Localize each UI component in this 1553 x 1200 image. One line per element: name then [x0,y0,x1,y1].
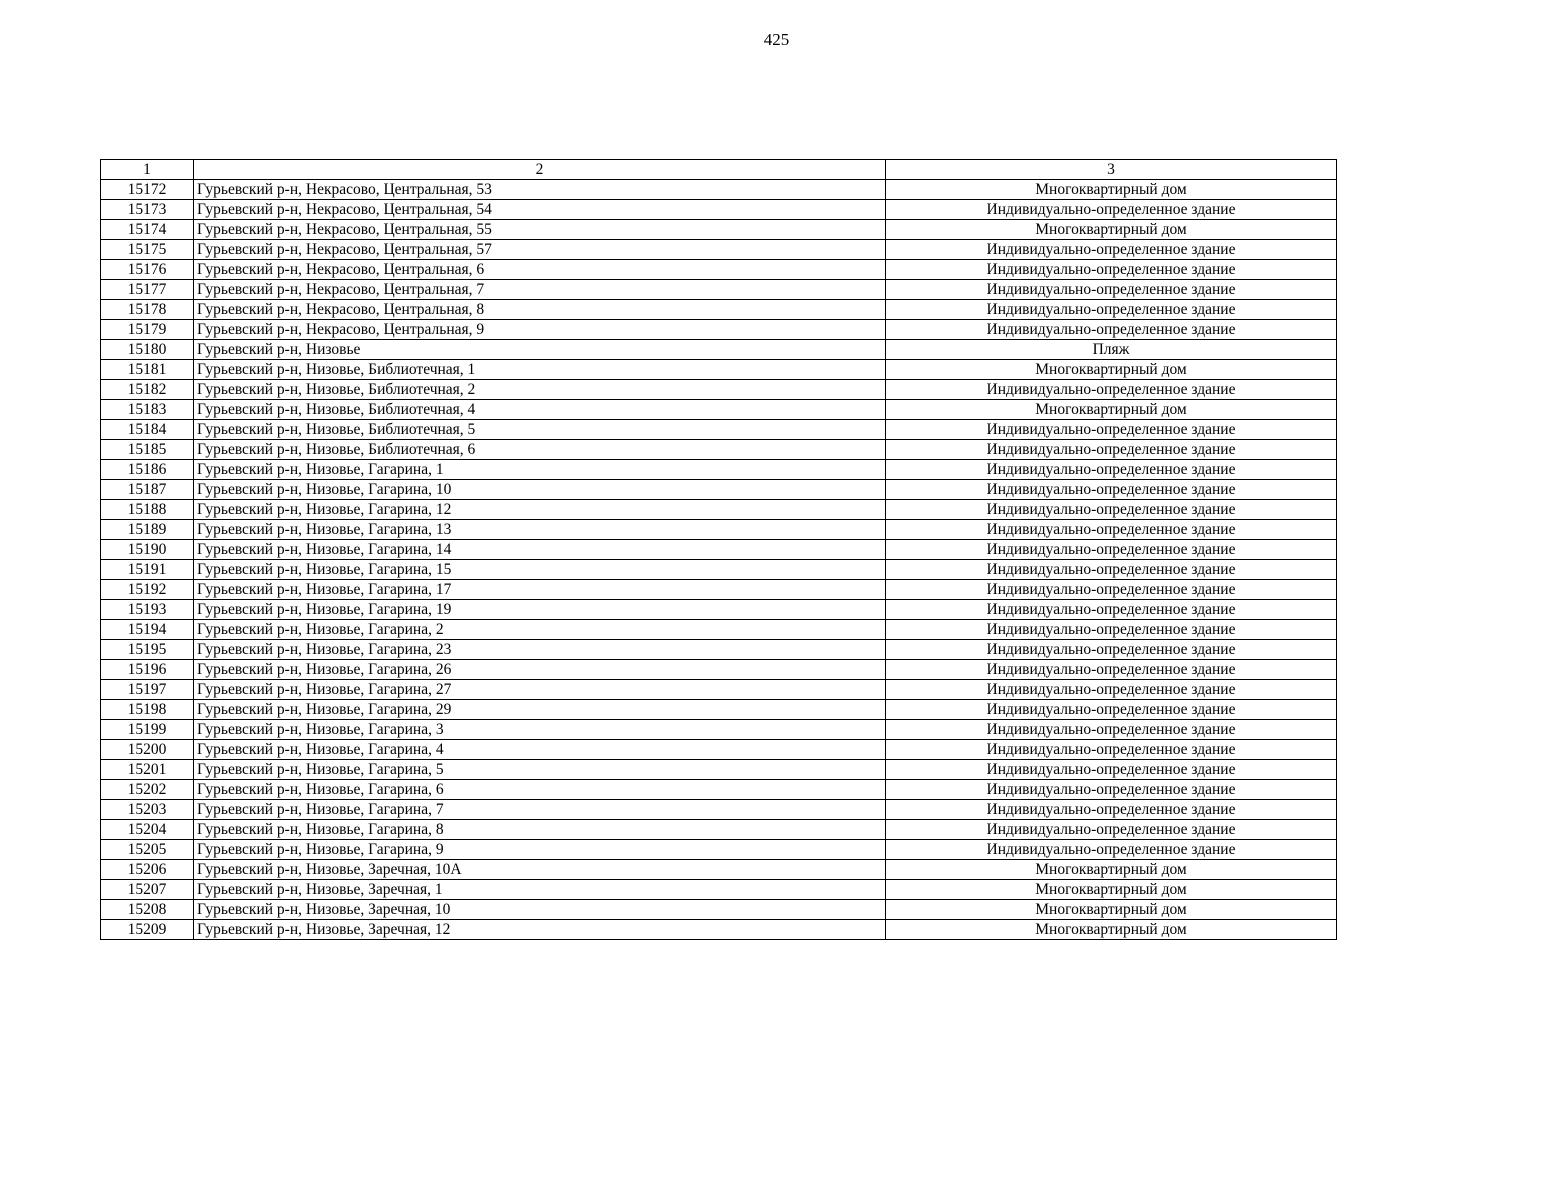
row-number-cell: 15207 [101,880,194,900]
row-number-cell: 15188 [101,500,194,520]
address-cell: Гурьевский р-н, Низовье, Заречная, 1 [194,880,886,900]
row-number-cell: 15176 [101,260,194,280]
table-row [101,860,1337,880]
address-cell: Гурьевский р-н, Некрасово, Центральная, 54 [194,200,886,220]
table-row [101,460,1337,480]
table-row [101,300,1337,320]
table-row [101,600,1337,620]
table-row [101,360,1337,380]
table-row [101,840,1337,860]
row-number-cell: 15181 [101,360,194,380]
address-cell: Гурьевский р-н, Низовье, Заречная, 10 [194,900,886,920]
registry-table [100,159,1337,940]
row-number-cell: 15203 [101,800,194,820]
table-row [101,700,1337,720]
row-number-cell: 15191 [101,560,194,580]
object-type-cell: Многоквартирный дом [886,880,1337,900]
row-number-cell: 15199 [101,720,194,740]
object-type-cell: Индивидуально-определенное здание [886,800,1337,820]
address-cell: Гурьевский р-н, Низовье, Гагарина, 15 [194,560,886,580]
table-row [101,440,1337,460]
object-type-cell: Индивидуально-определенное здание [886,780,1337,800]
row-number-cell: 15190 [101,540,194,560]
table-row [101,780,1337,800]
address-cell: Гурьевский р-н, Низовье, Гагарина, 5 [194,760,886,780]
table-row [101,340,1337,360]
address-cell: Гурьевский р-н, Некрасово, Центральная, 7 [194,280,886,300]
object-type-cell: Индивидуально-определенное здание [886,500,1337,520]
object-type-cell: Индивидуально-определенное здание [886,240,1337,260]
address-cell: Гурьевский р-н, Низовье, Заречная, 12 [194,920,886,940]
object-type-cell: Индивидуально-определенное здание [886,420,1337,440]
table-row [101,880,1337,900]
table-row [101,720,1337,740]
row-number-cell: 15182 [101,380,194,400]
address-cell: Гурьевский р-н, Низовье, Библиотечная, 6 [194,440,886,460]
address-cell: Гурьевский р-н, Низовье, Гагарина, 2 [194,620,886,640]
row-number-cell: 15187 [101,480,194,500]
object-type-cell: Индивидуально-определенное здание [886,840,1337,860]
row-number-cell: 15177 [101,280,194,300]
address-cell: Гурьевский р-н, Низовье, Гагарина, 8 [194,820,886,840]
row-number-cell: 15200 [101,740,194,760]
object-type-cell: Индивидуально-определенное здание [886,600,1337,620]
address-cell: Гурьевский р-н, Некрасово, Центральная, 57 [194,240,886,260]
address-cell: Гурьевский р-н, Низовье, Гагарина, 3 [194,720,886,740]
table-header-row [101,160,1337,180]
table-row [101,500,1337,520]
header-cell-1: 1 [101,160,194,180]
row-number-cell: 15173 [101,200,194,220]
table-row [101,420,1337,440]
table-row [101,220,1337,240]
object-type-cell: Многоквартирный дом [886,400,1337,420]
address-cell: Гурьевский р-н, Некрасово, Центральная, 6 [194,260,886,280]
row-number-cell: 15202 [101,780,194,800]
address-cell: Гурьевский р-н, Низовье, Библиотечная, 1 [194,360,886,380]
row-number-cell: 15183 [101,400,194,420]
address-cell: Гурьевский р-н, Низовье [194,340,886,360]
address-cell: Гурьевский р-н, Низовье, Гагарина, 6 [194,780,886,800]
table-row [101,400,1337,420]
row-number-cell: 15175 [101,240,194,260]
object-type-cell: Многоквартирный дом [886,900,1337,920]
row-number-cell: 15198 [101,700,194,720]
table-row [101,560,1337,580]
object-type-cell: Пляж [886,340,1337,360]
address-cell: Гурьевский р-н, Низовье, Гагарина, 29 [194,700,886,720]
address-cell: Гурьевский р-н, Низовье, Гагарина, 1 [194,460,886,480]
table-row [101,760,1337,780]
table-row [101,520,1337,540]
address-cell: Гурьевский р-н, Низовье, Гагарина, 13 [194,520,886,540]
table-row [101,320,1337,340]
object-type-cell: Индивидуально-определенное здание [886,660,1337,680]
object-type-cell: Индивидуально-определенное здание [886,760,1337,780]
table-row [101,800,1337,820]
object-type-cell: Индивидуально-определенное здание [886,540,1337,560]
address-cell: Гурьевский р-н, Низовье, Библиотечная, 2 [194,380,886,400]
address-cell: Гурьевский р-н, Низовье, Гагарина, 9 [194,840,886,860]
table-row [101,680,1337,700]
object-type-cell: Индивидуально-определенное здание [886,200,1337,220]
object-type-cell: Многоквартирный дом [886,220,1337,240]
object-type-cell: Индивидуально-определенное здание [886,260,1337,280]
table-row [101,900,1337,920]
header-cell-3: 3 [886,160,1337,180]
object-type-cell: Индивидуально-определенное здание [886,380,1337,400]
address-cell: Гурьевский р-н, Низовье, Гагарина, 19 [194,600,886,620]
row-number-cell: 15184 [101,420,194,440]
row-number-cell: 15204 [101,820,194,840]
row-number-cell: 15196 [101,660,194,680]
object-type-cell: Индивидуально-определенное здание [886,440,1337,460]
address-cell: Гурьевский р-н, Низовье, Библиотечная, 5 [194,420,886,440]
table-row [101,480,1337,500]
address-cell: Гурьевский р-н, Некрасово, Центральная, 8 [194,300,886,320]
address-cell: Гурьевский р-н, Низовье, Гагарина, 23 [194,640,886,660]
address-cell: Гурьевский р-н, Некрасово, Центральная, 55 [194,220,886,240]
address-cell: Гурьевский р-н, Низовье, Гагарина, 27 [194,680,886,700]
table-row [101,540,1337,560]
object-type-cell: Индивидуально-определенное здание [886,640,1337,660]
table-row [101,660,1337,680]
address-cell: Гурьевский р-н, Низовье, Заречная, 10А [194,860,886,880]
address-cell: Гурьевский р-н, Низовье, Библиотечная, 4 [194,400,886,420]
object-type-cell: Многоквартирный дом [886,860,1337,880]
object-type-cell: Индивидуально-определенное здание [886,520,1337,540]
object-type-cell: Индивидуально-определенное здание [886,680,1337,700]
table-row [101,820,1337,840]
address-cell: Гурьевский р-н, Низовье, Гагарина, 14 [194,540,886,560]
address-cell: Гурьевский р-н, Низовье, Гагарина, 12 [194,500,886,520]
row-number-cell: 15185 [101,440,194,460]
row-number-cell: 15179 [101,320,194,340]
row-number-cell: 15178 [101,300,194,320]
table-row [101,380,1337,400]
row-number-cell: 15194 [101,620,194,640]
row-number-cell: 15172 [101,180,194,200]
table-row [101,180,1337,200]
row-number-cell: 15193 [101,600,194,620]
address-cell: Гурьевский р-н, Низовье, Гагарина, 17 [194,580,886,600]
row-number-cell: 15205 [101,840,194,860]
object-type-cell: Индивидуально-определенное здание [886,560,1337,580]
address-cell: Гурьевский р-н, Низовье, Гагарина, 7 [194,800,886,820]
address-cell: Гурьевский р-н, Низовье, Гагарина, 4 [194,740,886,760]
header-cell-2: 2 [194,160,886,180]
table-row [101,640,1337,660]
row-number-cell: 15195 [101,640,194,660]
address-cell: Гурьевский р-н, Низовье, Гагарина, 26 [194,660,886,680]
object-type-cell: Многоквартирный дом [886,180,1337,200]
object-type-cell: Индивидуально-определенное здание [886,740,1337,760]
row-number-cell: 15208 [101,900,194,920]
object-type-cell: Индивидуально-определенное здание [886,460,1337,480]
object-type-cell: Индивидуально-определенное здание [886,580,1337,600]
table-row [101,260,1337,280]
row-number-cell: 15197 [101,680,194,700]
table-row [101,240,1337,260]
address-cell: Гурьевский р-н, Некрасово, Центральная, 53 [194,180,886,200]
object-type-cell: Многоквартирный дом [886,360,1337,380]
table-row [101,580,1337,600]
object-type-cell: Индивидуально-определенное здание [886,700,1337,720]
object-type-cell: Индивидуально-определенное здание [886,620,1337,640]
row-number-cell: 15209 [101,920,194,940]
row-number-cell: 15206 [101,860,194,880]
object-type-cell: Индивидуально-определенное здание [886,320,1337,340]
row-number-cell: 15192 [101,580,194,600]
row-number-cell: 15180 [101,340,194,360]
table-row [101,280,1337,300]
address-cell: Гурьевский р-н, Низовье, Гагарина, 10 [194,480,886,500]
row-number-cell: 15174 [101,220,194,240]
object-type-cell: Индивидуально-определенное здание [886,720,1337,740]
row-number-cell: 15201 [101,760,194,780]
row-number-cell: 15186 [101,460,194,480]
table-row [101,620,1337,640]
row-number-cell: 15189 [101,520,194,540]
table-body [101,180,1337,940]
address-cell: Гурьевский р-н, Некрасово, Центральная, 9 [194,320,886,340]
object-type-cell: Индивидуально-определенное здание [886,280,1337,300]
table-row [101,200,1337,220]
page-number: 425 [763,30,790,49]
object-type-cell: Многоквартирный дом [886,920,1337,940]
object-type-cell: Индивидуально-определенное здание [886,300,1337,320]
table-row [101,740,1337,760]
table-row [101,920,1337,940]
object-type-cell: Индивидуально-определенное здание [886,820,1337,840]
object-type-cell: Индивидуально-определенное здание [886,480,1337,500]
